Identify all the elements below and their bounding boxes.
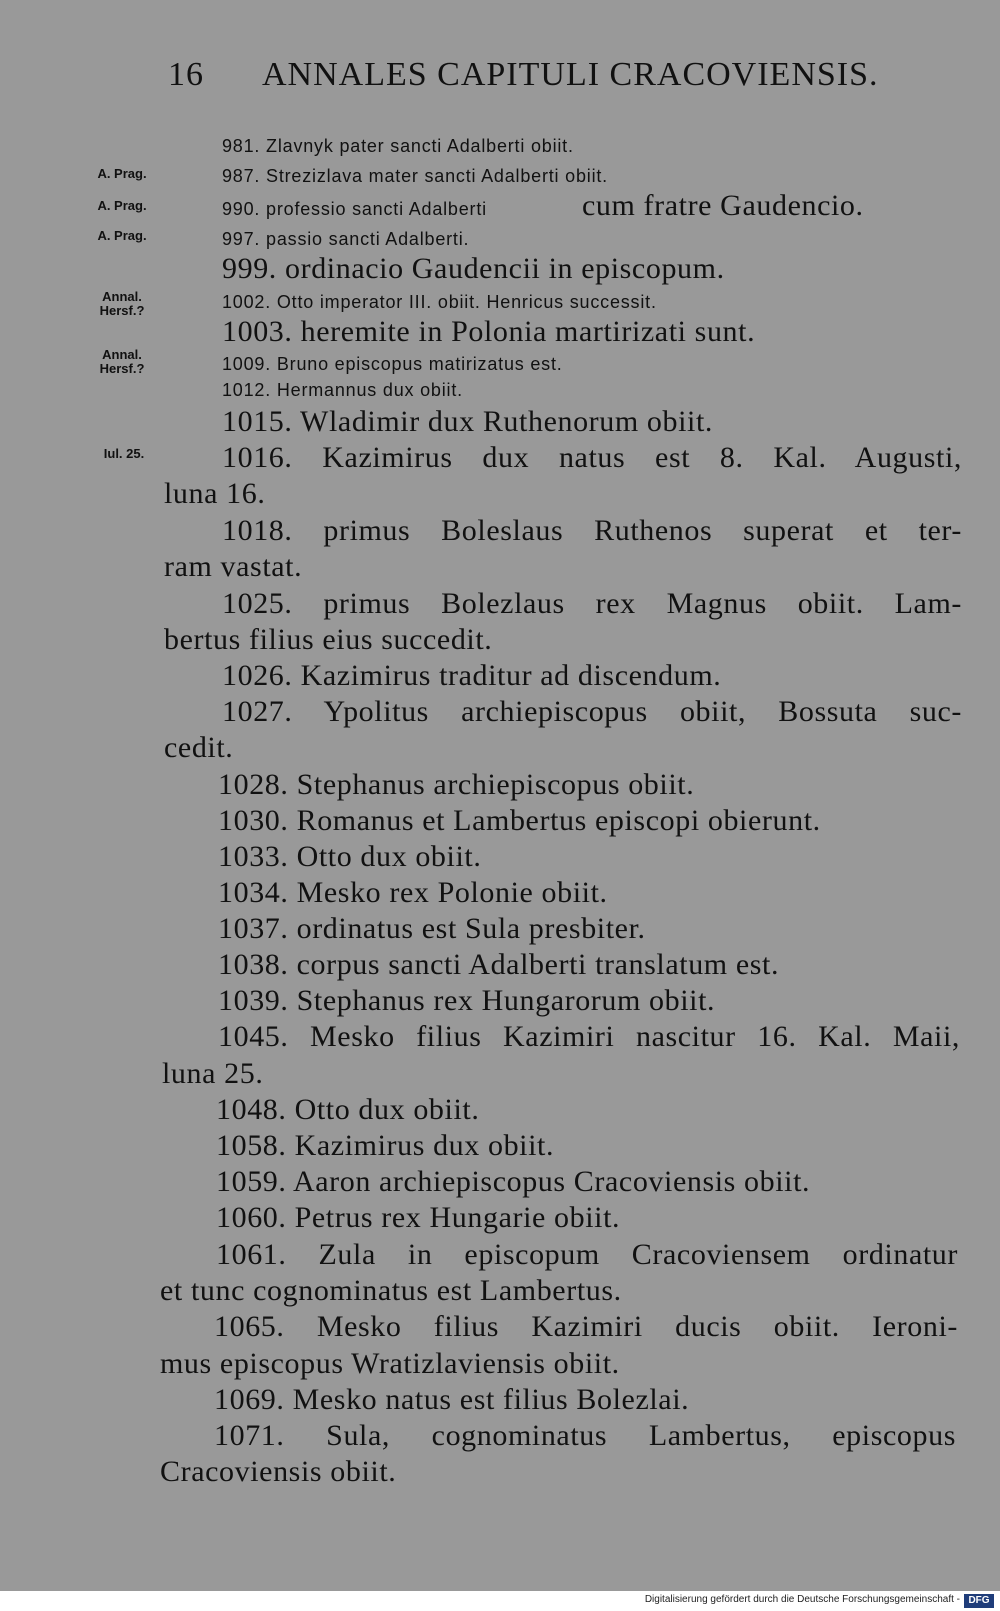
dfg-logo-icon: DFG — [964, 1594, 994, 1608]
annal-entry: 1039. Stephanus rex Hungarorum obiit. — [218, 984, 716, 1017]
annal-entry: 1030. Romanus et Lambertus episcopi obierunt. — [218, 804, 821, 837]
annal-entry: 1028. Stephanus archiepiscopus obiit. — [218, 768, 695, 801]
margin-note: A. Prag. — [97, 198, 147, 213]
annal-entry: 1002. Otto imperator III. obiit. Henricus successit. — [222, 292, 657, 312]
margin-note: Annal. Hersf.? — [99, 347, 145, 376]
annal-entry: 987. Strezizlava mater sancti Adalberti obiit. — [222, 166, 608, 186]
annal-entry: 1018. primus Boleslaus Ruthenos superat et ter- — [222, 514, 962, 547]
annal-entry: 1071. Sula, cognominatus Lambertus, episcopus — [214, 1419, 956, 1452]
annal-entry: 981. Zlavnyk pater sancti Adalberti obiit. — [222, 136, 574, 156]
annal-entry: 1037. ordinatus est Sula presbiter. — [218, 912, 646, 945]
annal-entry: cum fratre Gaudencio. — [582, 189, 864, 222]
annal-entry: 1026. Kazimirus traditur ad discendum. — [222, 659, 722, 692]
annal-entry: luna 25. — [162, 1057, 264, 1090]
annal-entry: 1034. Mesko rex Polonie obiit. — [218, 876, 608, 909]
annal-entry: 1012. Hermannus dux obiit. — [222, 380, 463, 400]
margin-note: A. Prag. — [97, 166, 147, 181]
annal-entry: 1058. Kazimirus dux obiit. — [216, 1129, 555, 1162]
annal-entry: 1009. Bruno episcopus matirizatus est. — [222, 354, 563, 374]
digitization-footer — [0, 1591, 1000, 1611]
margin-note: Annal. Hersf.? — [99, 289, 145, 318]
annal-entry: et tunc cognominatus est Lambertus. — [160, 1274, 622, 1307]
annal-entry: 1027. Ypolitus archiepiscopus obiit, Bossuta suc- — [222, 695, 962, 728]
annal-entry: mus episcopus Wratizlaviensis obiit. — [160, 1347, 620, 1380]
annal-entry: luna 16. — [164, 477, 266, 510]
running-title: ANNALES CAPITULI CRACOVIENSIS. — [262, 56, 879, 93]
annal-entry: 1059. Aaron archiepiscopus Cracoviensis obiit. — [216, 1165, 811, 1198]
annal-entry: 1048. Otto dux obiit. — [216, 1093, 480, 1126]
annal-entry: 1016. Kazimirus dux natus est 8. Kal. Augusti, — [222, 441, 962, 474]
annal-entry: cedit. — [164, 731, 234, 764]
annal-entry: 1065. Mesko filius Kazimiri ducis obiit. Ieroni- — [214, 1310, 958, 1343]
annal-entry: 1025. primus Bolezlaus rex Magnus obiit. Lam- — [222, 587, 962, 620]
annal-entry: 990. professio sancti Adalberti — [222, 199, 487, 219]
annal-entry: 1033. Otto dux obiit. — [218, 840, 482, 873]
annal-entry: 997. passio sancti Adalberti. — [222, 229, 470, 249]
annal-entry: bertus filius eius succedit. — [164, 623, 493, 656]
margin-note: Iul. 25. — [103, 446, 145, 461]
annal-entry: Cracoviensis obiit. — [160, 1455, 397, 1488]
footer-credit: Digitalisierung gefördert durch die Deutsche Forschungsgemeinschaft - — [644, 1594, 960, 1605]
annal-entry: 1045. Mesko filius Kazimiri nascitur 16. Kal. Maii, — [218, 1020, 960, 1053]
page-header — [0, 56, 1000, 106]
annal-entry: ram vastat. — [164, 550, 303, 583]
annal-entry: 999. ordinacio Gaudencii in episcopum. — [222, 252, 725, 285]
annal-entry: 1003. heremite in Polonia martirizati sunt. — [222, 315, 756, 348]
page-number: 16 — [168, 56, 204, 93]
annal-entry: 1038. corpus sancti Adalberti translatum est. — [218, 948, 780, 981]
annal-entry: 1061. Zula in episcopum Cracoviensem ordinatur — [216, 1238, 958, 1271]
annal-entry: 1069. Mesko natus est filius Bolezlai. — [214, 1383, 690, 1416]
annal-entry: 1060. Petrus rex Hungarie obiit. — [216, 1201, 621, 1234]
annal-entry: 1015. Wladimir dux Ruthenorum obiit. — [222, 405, 714, 438]
margin-note: A. Prag. — [97, 228, 147, 243]
